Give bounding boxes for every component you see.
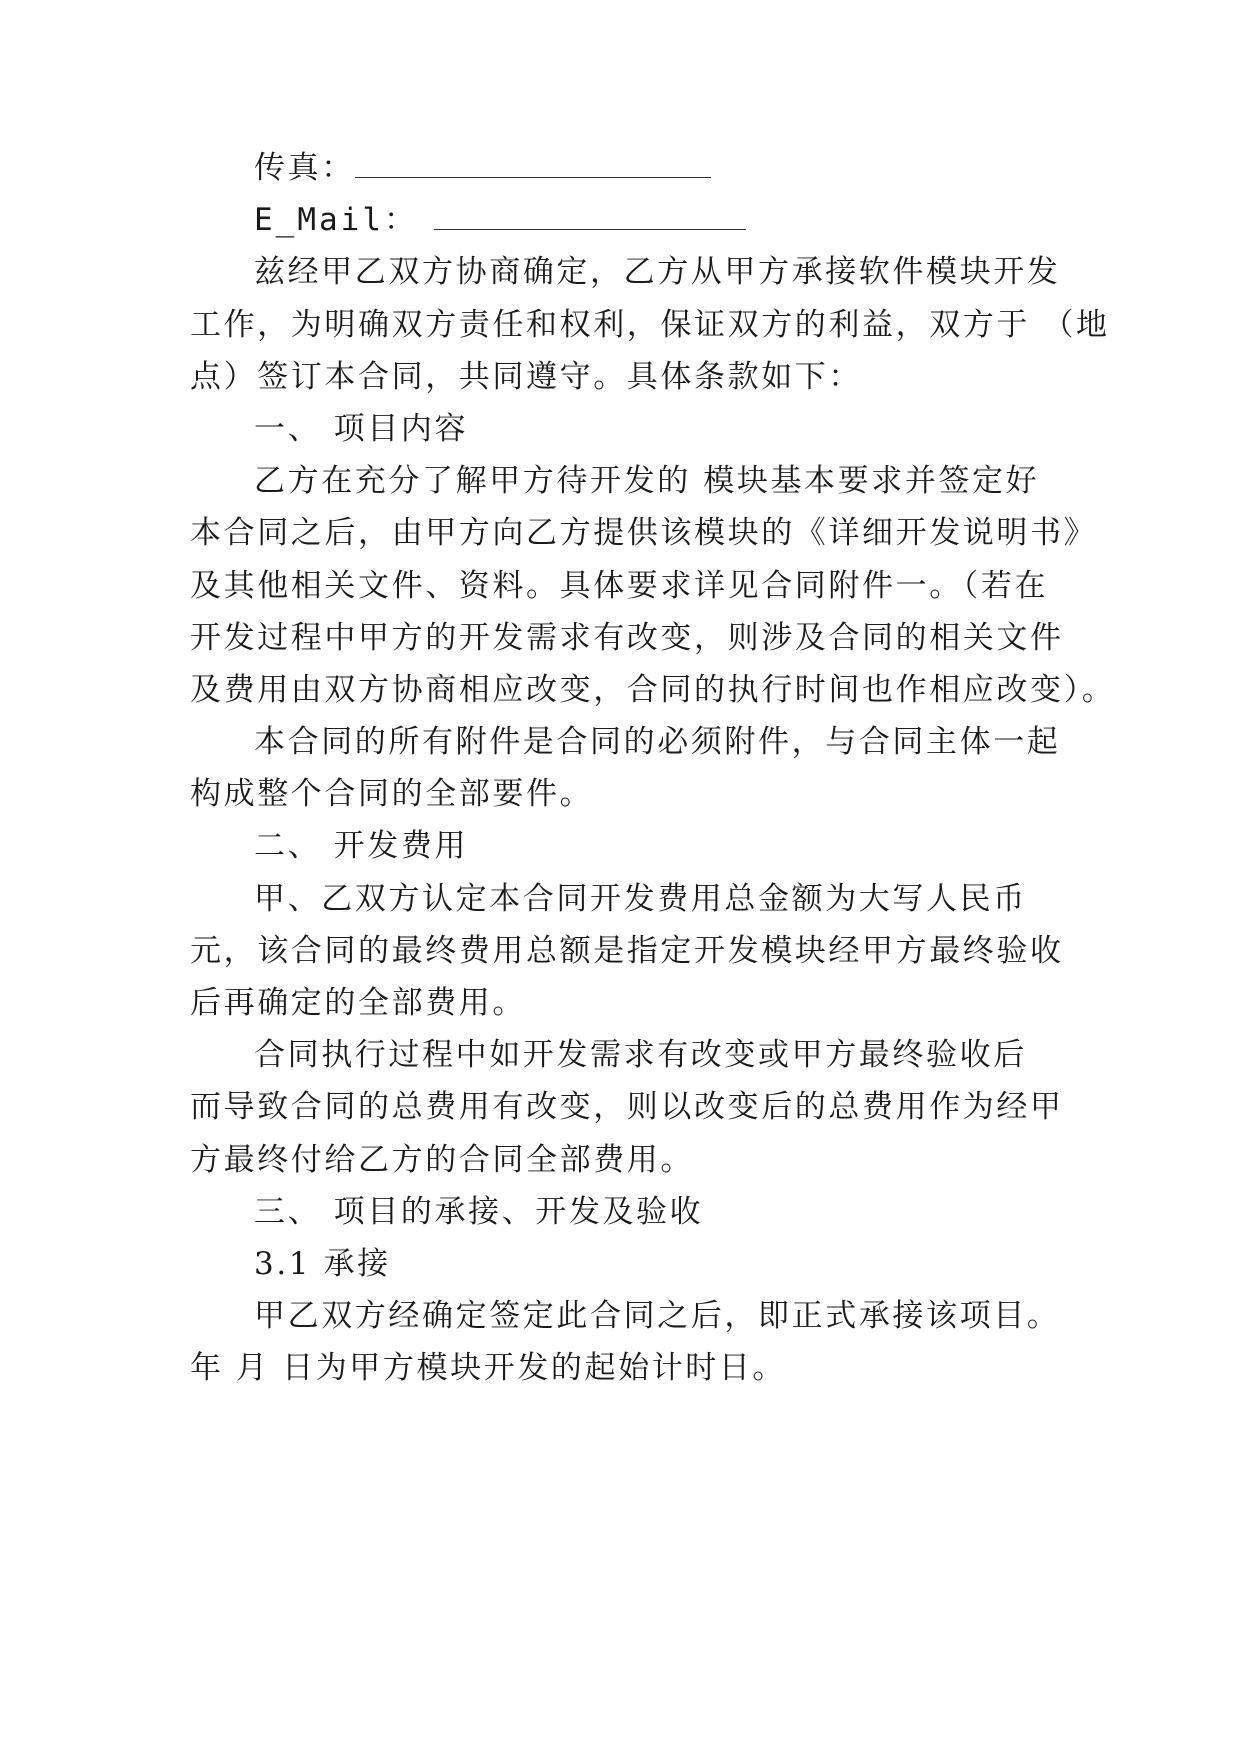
intro-line-1: 兹经甲乙双方协商确定，乙方从甲方承接软件模块开发	[254, 254, 1061, 290]
section-2-p1-line-1: 甲、乙双方认定本合同开发费用总金额为大写人民币	[254, 881, 1027, 917]
section-3-1-heading: 3.1 承接	[254, 1246, 391, 1282]
section-1-heading: 一、 项目内容	[254, 411, 469, 447]
email-blank	[434, 203, 746, 230]
email-line	[254, 200, 1124, 240]
section-1-p2-line-1: 本合同的所有附件是合同的必须附件，与合同主体一起	[254, 724, 1061, 760]
section-1-p1-line-3: 及其他相关文件、资料。具体要求详见合同附件一。（若在	[190, 568, 1049, 604]
section-1-p1-line-1: 乙方在充分了解甲方待开发的 模块基本要求并签定好	[254, 463, 1040, 499]
fax-blank	[355, 151, 711, 178]
section-2-p1-line-2: 元，该合同的最终费用总额是指定开发模块经甲方最终验收	[190, 933, 1064, 969]
section-1-p1-line-4: 开发过程中甲方的开发需求有改变，则涉及合同的相关文件	[190, 620, 1064, 656]
section-3-p1-line-2: 年 月 日为甲方模块开发的起始计时日。	[190, 1350, 787, 1386]
email-label: E_Mail：	[254, 202, 418, 238]
section-3-heading: 三、 项目的承接、开发及验收	[254, 1194, 704, 1230]
fax-label: 传真：	[254, 150, 355, 186]
section-2-heading: 二、 开发费用	[254, 828, 469, 864]
intro-line-3: 点）签订本合同，共同遵守。具体条款如下：	[190, 359, 862, 395]
section-2-p2-line-2: 而导致合同的总费用有改变，则以改变后的总费用作为经甲	[190, 1089, 1064, 1125]
intro-line-2: 工作，为明确双方责任和权利，保证双方的利益，双方于 （地	[190, 307, 1110, 343]
section-2-p2-line-1: 合同执行过程中如开发需求有改变或甲方最终验收后	[254, 1037, 1027, 1073]
fax-line	[254, 148, 1124, 188]
section-3-p1-line-1: 甲乙双方经确定签定此合同之后，即正式承接该项目。	[254, 1298, 1061, 1334]
section-2-p2-line-3: 方最终付给乙方的合同全部费用。	[190, 1142, 694, 1178]
section-1-p1-line-2: 本合同之后，由甲方向乙方提供该模块的《详细开发说明书》	[190, 515, 1098, 551]
section-1-p2-line-2: 构成整个合同的全部要件。	[190, 776, 594, 812]
section-1-p1-line-5: 及费用由双方协商相应改变，合同的执行时间也作相应改变）。	[190, 672, 1116, 708]
section-2-p1-line-3: 后再确定的全部费用。	[190, 985, 526, 1021]
